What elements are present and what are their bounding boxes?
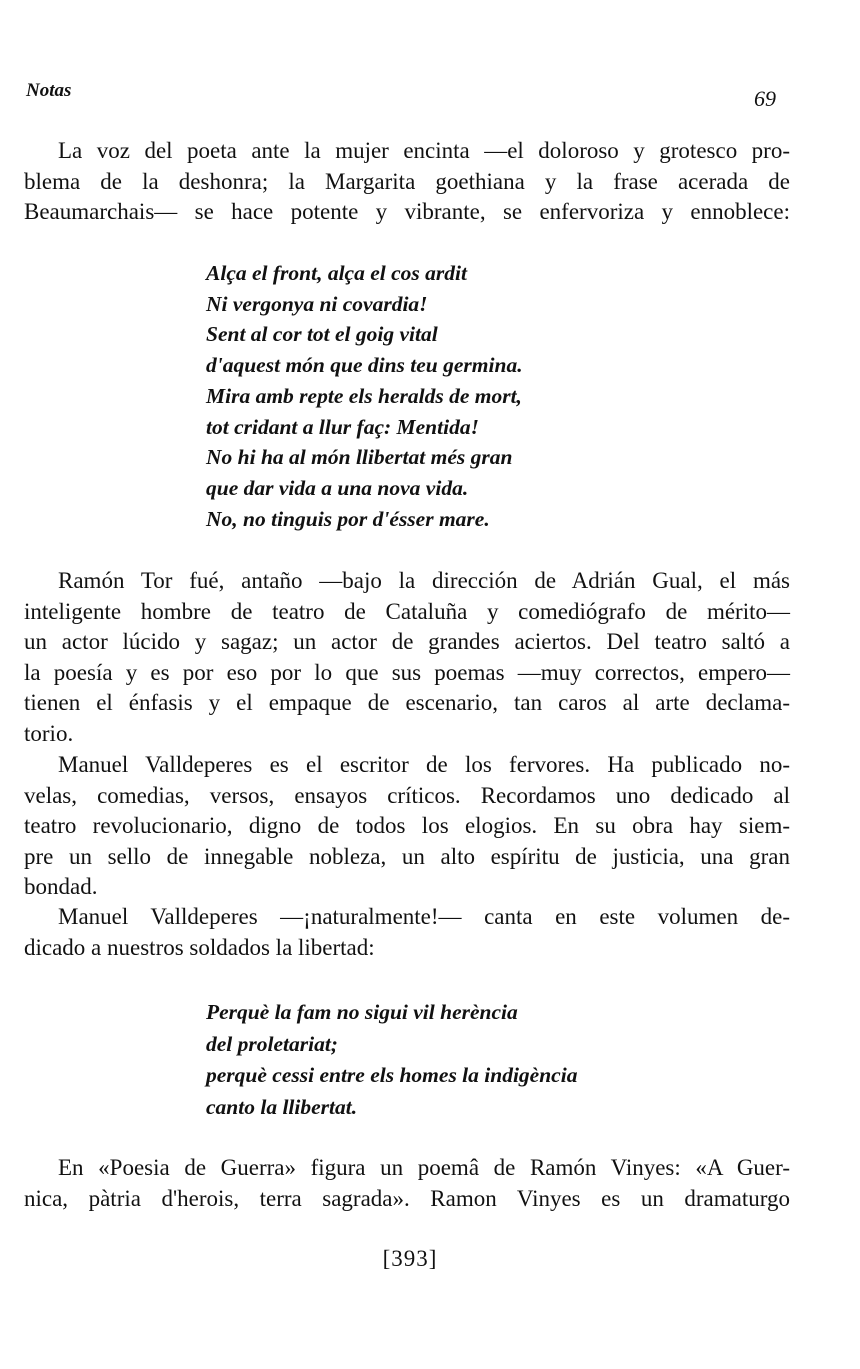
folio-number: [393]: [382, 1246, 438, 1271]
verse-line: No, no tinguis por d'ésser mare.: [206, 506, 490, 531]
text-line: nica, pàtria d'herois, terra sagrada». Ramon Vinyes es un dramaturgo: [24, 1185, 790, 1211]
text-line: velas, comedias, versos, ensayos críticos. Recordamos uno dedicado al: [24, 782, 790, 808]
text-line: La voz del poeta ante la mujer encinta —el doloroso y grotesco pro-: [58, 138, 790, 163]
verse-line: tot cridant a llur faç: Mentida!: [206, 414, 479, 439]
text-line: la poesía y es por eso por lo que sus poemas —muy correctos, empero—: [24, 659, 790, 685]
paragraph-2: [24, 566, 790, 749]
verse-line: Ni vergonya ni covardia!: [206, 291, 428, 316]
text-line: Manuel Valldeperes es el escritor de los fervores. Ha publicado no-: [58, 752, 790, 777]
poem-1: [206, 258, 523, 534]
paragraph-5: [24, 1153, 790, 1214]
text-line: En «Poesia de Guerra» figura un poemâ de Ramón Vinyes: «A Guer-: [58, 1155, 790, 1180]
text-line: blema de la deshonra; la Margarita goethiana y la frase acerada de: [24, 168, 790, 194]
verse-line: No hi ha al món llibertat més gran: [206, 445, 513, 470]
text-line: un actor lúcido y sagaz; un actor de grandes aciertos. Del teatro saltó a: [24, 629, 790, 654]
verse-line: del proletariat;: [206, 1031, 338, 1056]
text-line: tienen el énfasis y el empaque de escenario, tan caros al arte declama-: [24, 690, 790, 715]
text-line: Beaumarchais— se hace potente y vibrante, se enfervoriza y ennoblece:: [24, 199, 790, 224]
paragraph-4: [24, 902, 790, 963]
text-line: Ramón Tor fué, antaño —bajo la dirección de Adrián Gual, el más: [58, 568, 790, 593]
verse-line: Alça el front, alça el cos ardit: [206, 261, 467, 285]
paragraph-3: [24, 750, 790, 903]
verse-line: Perquè la fam no sigui vil herència: [206, 1000, 518, 1024]
verse-line: que dar vida a una nova vida.: [206, 475, 469, 500]
paragraph-1: [24, 136, 790, 228]
text-line: pre un sello de innegable nobleza, un alto espíritu de justicia, una gran: [24, 843, 790, 869]
verse-line: canto la llibertat.: [206, 1094, 358, 1119]
text-line: bondad.: [24, 874, 98, 899]
poem-2: [206, 997, 577, 1123]
verse-line: perquè cessi entre els homes la indigència: [206, 1063, 578, 1087]
text-line: inteligente hombre de teatro de Cataluña y comediógrafo de mérito—: [24, 598, 790, 624]
text-line: torio.: [24, 720, 74, 746]
verse-line: Mira amb repte els heralds de mort,: [206, 383, 522, 408]
verse-line: d'aquest món que dins teu germina.: [206, 353, 523, 378]
text-line: dicado a nuestros soldados la libertad:: [24, 934, 375, 960]
text-line: Manuel Valldeperes —¡naturalmente!— canta en este volumen de-: [58, 904, 790, 929]
running-header-section: Notas: [26, 80, 72, 101]
text-line: teatro revolucionario, digno de todos los elogios. En su obra hay siem-: [24, 813, 790, 838]
verse-line: Sent al cor tot el goig vital: [206, 322, 438, 347]
page-number: 69: [754, 86, 776, 111]
